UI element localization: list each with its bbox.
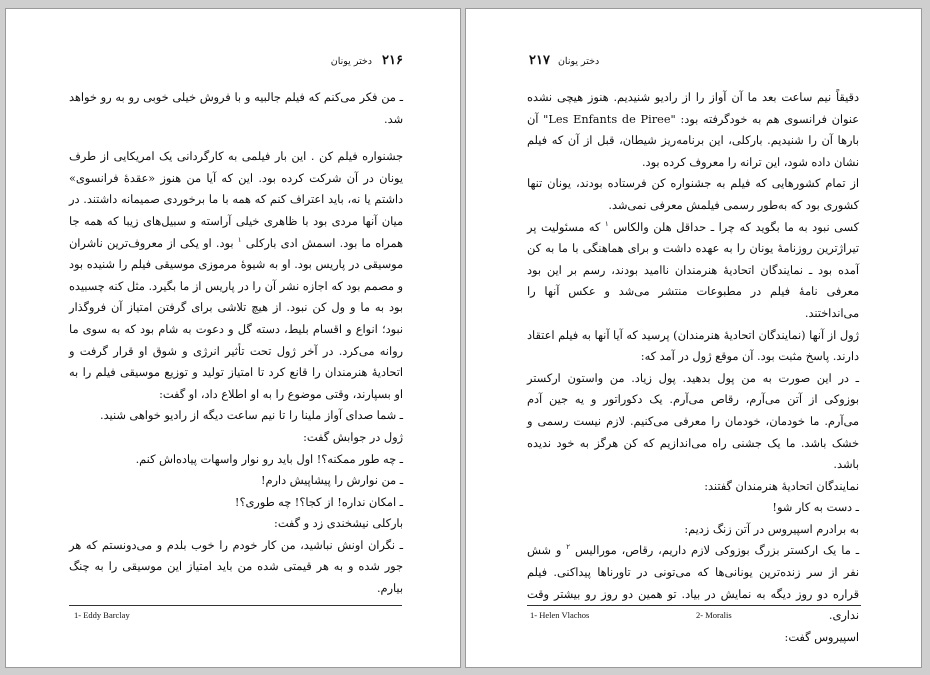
footnote-marker: ۲ <box>566 543 570 552</box>
paragraph: نمایندگان اتحادیهٔ هنرمندان گفتند: <box>704 479 859 493</box>
song-title: Les Enfants de Piree <box>548 112 671 126</box>
paragraph: ـ من فکر می‌کنم که فیلم جالبیه و با فروش خیلی خوبی رو به رو خواهد شد. <box>69 91 403 126</box>
page-body <box>527 87 859 648</box>
paragraph: ـ امکان نداره! از کجا؟! چه طوری؟! <box>234 495 403 509</box>
paragraph: به برادرم اسپیروس در آتن زنگ زدیم: <box>684 522 859 536</box>
page-number: ۲۱۷ <box>529 53 550 68</box>
paragraph: کسی نبود به ما بگوید که چرا ـ حداقل هلن والکاس $^۱$ که مسئولیت پر تیراژترین روزنامهٔ یونان را به عهده داشت و برای هماهنگی با ما به کن آمده بود ـ نمایندگان اتحادیهٔ هنرمندان ناامید بودند، رسم بر این بود معرفی نامهٔ فیلم در مطبوعات منتشر می‌شد و عکس آنها را می‌انداختند. <box>527 219 860 320</box>
page-number: ۲۱۶ <box>382 53 403 68</box>
footnote: 2- Moralis <box>696 610 732 620</box>
paragraph: اسپیروس گفت: <box>784 630 859 644</box>
footnote: 1- Helen Vlachos <box>530 610 590 620</box>
paragraph: بارکلی نیشخندی زد و گفت: <box>274 517 403 531</box>
footnote-marker: ۱ <box>237 235 242 244</box>
paragraph: ـ در این صورت به من پول بدهید. پول زیاد. من واستون ارکستر بوزوکی از آتن می‌آرم، رقاص می‌آرم. یک دکوراتور و یه جین آدم می‌آرم. ما خودمان، خودمان را معرفی می‌کنیم. لازم نیست رسمی و خشک باشد. ما یک جشنی راه می‌اندازیم که کن هرگز به خود ندیده باشد. <box>527 371 859 472</box>
paragraph: جشنواره فیلم کن . این بار فیلمی به کارگردانی یک امریکایی از طرف یونان در آن شرکت کرده بود. این که آیا من هنوز «عقدهٔ فرانسوی» داشتم یا نه، باید اعتراف کنم که همه با ما برخوردی صمیمانه داشتند. در میان آنها مردی بود با ظاهری خیلی آراسته و سبیل‌های زیبا که همه جا همراه ما بود. اسمش ادی بارکلی $^۱$ بود. او یکی از معروف‌ترین ناشران موسیقی در پاریس بود. او به شیوهٔ مرموزی موسیقی فیلم را شنیده بود و مصمم بود که اجازه نشر آن را در پاریس از ما بگیرد. مثل کنه چسبیده بود به ما و ول کن نبود. از هیچ تلاشی برای گرفتن امتیاز آن فروگذار نبود؛ انواع و اقسام بلیط، دسته گل و دعوت به شام بود که به سوی ما روانه می‌کرد. در آخر ژول تحت تأثیر انرژی و شوق او قرار گرفت و اتحادیهٔ هنرمندان را قانع کرد تا امتیاز تولید و توزیع موسیقی فیلم را به او بسپارند، وقتی موضوع را به او اطلاع داد، او گفت: <box>69 150 403 401</box>
paragraph: ـ شما صدای آواز ملینا را تا نیم ساعت دیگه از رادیو خواهی شنید. <box>100 409 403 423</box>
paragraph: ـ ما یک ارکستر بزرگ بوزوکی لازم داریم، رقاص، مورالیس $^۲$ و شش نفر از سر زنده‌ترین یونانی‌ها که می‌تونی در تاورناها پیداکنی. فیلم قراره دو روز دیگه به نمایش در بیاد. تو همین دو روز رو بیشتر وقت نداری. <box>527 543 860 623</box>
footnote-divider <box>69 605 402 606</box>
page-body <box>69 87 403 600</box>
left-page <box>5 8 461 668</box>
paragraph: ـ چه طور ممکنه؟! اول باید رو نوار واسهات پیاده‌اش کنم. <box>135 452 403 466</box>
paragraph: از تمام کشورهایی که فیلم به جشنواره کن فرستاده بودند، یونان تنها کشوری بود که به‌طور رسمی فیلمش معرفی نمی‌شد. <box>527 177 859 212</box>
paragraph: دقیقاً نیم ساعت بعد ما آن آواز را از رادیو شنیدیم. هنوز هیچی نشده عنوان فرانسوی هم به خودگرفته بود: "Les Enfants de Piree" آن بارها آن را شنیدیم. بارکلی، این برنامه‌ریز شیطان، قبل از آن که فیلم نشان داده شود، این ترانه را معروف کرده بود. <box>527 91 860 169</box>
running-title: دختر یونان <box>557 56 600 67</box>
running-title: دختر یونان <box>330 56 373 67</box>
page-header <box>529 53 599 68</box>
paragraph: ژول در جوابش گفت: <box>303 430 403 444</box>
paragraph: ـ من نوارش را پیشاپیش دارم! <box>260 474 403 488</box>
paragraph: ـ نگران اونش نباشید، من کار خودم را خوب بلدم و می‌دونستم که هر جور شده و به هر قیمتی شده من باید امتیاز این موسیقی را به چنگ بیارم. <box>69 538 403 596</box>
right-page <box>465 8 922 668</box>
footnote: 1- Eddy Barclay <box>74 610 130 620</box>
footnote-marker: ۱ <box>604 219 609 228</box>
page-header <box>331 53 403 68</box>
footnote-divider <box>527 605 861 606</box>
paragraph: ـ دست به کار شو! <box>772 501 859 515</box>
paragraph: ژول از آنها (نمایندگان اتحادیهٔ هنرمندان) پرسید که آیا آنها به فیلم اعتقاد دارند. پاسخ مثبت بود. آن موقع ژول در آمد که: <box>527 328 859 364</box>
